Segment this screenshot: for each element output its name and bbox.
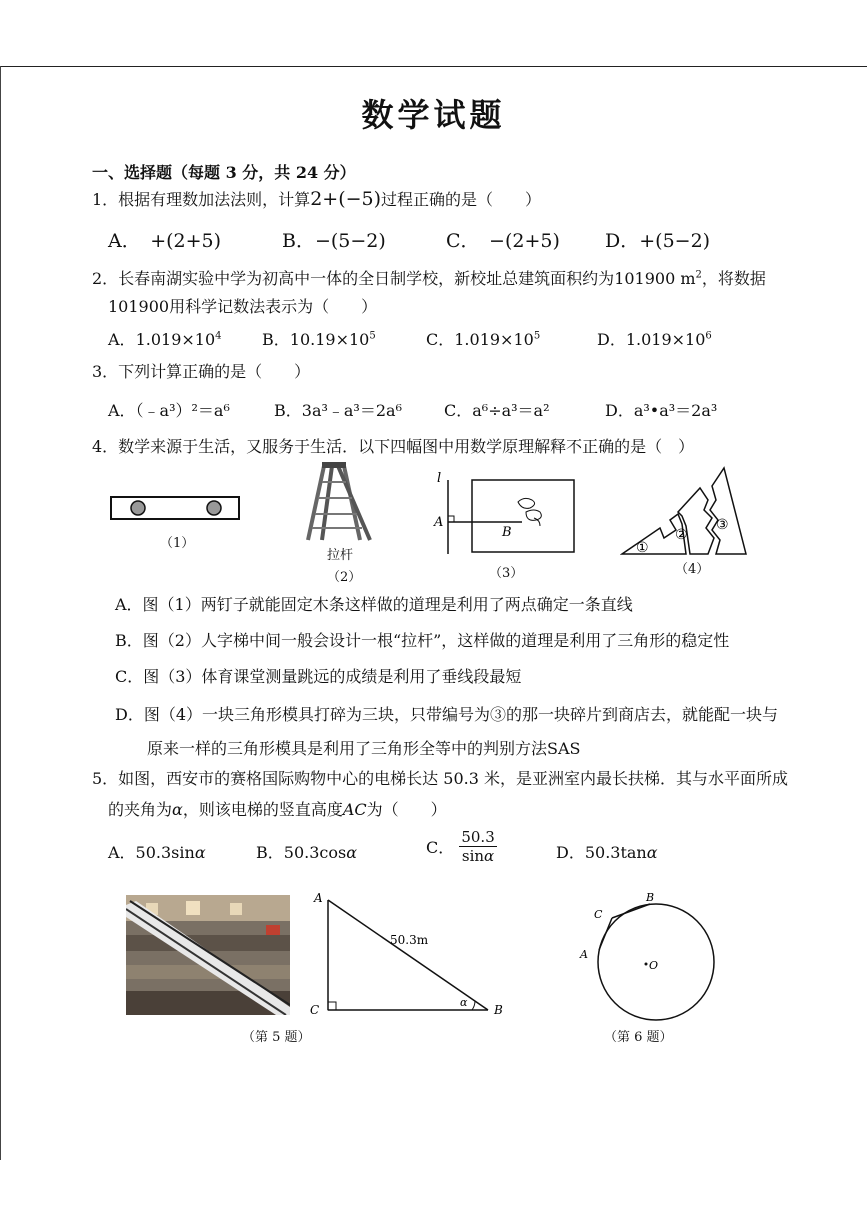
escalator-photo: [126, 895, 290, 1015]
q2-text-b: ，将数据: [701, 269, 766, 288]
figure-6-label-a: A: [580, 948, 588, 961]
figure-6-label-c: C: [594, 908, 603, 921]
q4-option-d: D．图（4）一块三角形模具打碎为三块，只带编号为③的那一块碎片到商店去，就能配一块与: [115, 705, 779, 724]
figure-5-angle-label: α: [460, 996, 468, 1009]
figure-2-label: 拉杆: [327, 548, 354, 563]
q1-stem-b: 过程正确的是（ ）: [381, 190, 542, 209]
q2-unit-exponent: 2: [695, 269, 702, 281]
figure-3-label-b: B: [502, 525, 512, 540]
q2-option-b: B．$10.19\times 10^5$: [262, 330, 376, 349]
q1-expression: 2+(−5): [310, 188, 382, 210]
q5-option-d: D．50.3tanα: [556, 843, 658, 862]
page-title: 数学试题: [361, 96, 506, 134]
alpha-symbol: α: [172, 800, 183, 819]
q5-option-b: B．50.3cosα: [256, 843, 358, 862]
figure-2-caption: （2）: [327, 570, 362, 585]
page-border-top: [0, 66, 867, 67]
q2-unit: m: [680, 269, 696, 288]
figure-1-bar: [108, 494, 242, 524]
q4-option-a: A．图（1）两钉子就能固定木条这样做的道理是利用了两点确定一条直线: [115, 595, 633, 614]
section-heading: 一、选择题（每题 3 分，共 24 分）: [92, 163, 356, 182]
figure-4-caption: （4）: [675, 562, 710, 577]
q5-line-1: 5．如图，西安市的赛格国际购物中心的电梯长达 50.3 米，是亚洲室内最长扶梯．其与水平面所成: [92, 769, 788, 788]
q3-stem: 3．下列计算正确的是（ ）: [92, 362, 311, 381]
figure-5-label-b: B: [494, 1003, 503, 1017]
q5-line-2: 的夹角为α，则该电梯的竖直高度AC为（ ）: [108, 800, 447, 819]
figure-5-caption: （第 5 题）: [242, 1030, 311, 1045]
q1-option-a: A． +(2+5): [108, 230, 222, 252]
figure-3-label-l: l: [437, 471, 442, 486]
q5-option-c: C． $\frac{50.3}{\sin\alpha}$: [426, 828, 495, 865]
figure-6-label-b: B: [646, 891, 655, 904]
figure-4-label-3: ③: [716, 517, 729, 533]
q2-text-a: 2．长春南湖实验中学为初高中一体的全日制学校，新校址总建筑面积约为: [92, 269, 615, 288]
figure-2-ladder: [300, 462, 380, 542]
q2-option-a: A．$1.019\times 10^4$: [108, 330, 222, 349]
q1-option-b: B．−(5−2): [282, 230, 386, 252]
q3-option-c: C．a⁶÷a³＝a²: [444, 401, 550, 420]
q3-option-d: D．a³•a³＝2a³: [605, 401, 718, 420]
figure-5-triangle: [306, 888, 516, 1022]
q1-option-d: D．+(5−2): [605, 230, 711, 252]
q5-option-c-fraction: $\frac{50.3}{\sin\alpha}$: [461, 828, 495, 865]
q1-option-c: C． −(2+5): [446, 230, 560, 252]
figure-1-caption: （1）: [160, 536, 195, 551]
q4-option-d-continued: 原来一样的三角形模具是利用了三角形全等中的判别方法SAS: [147, 739, 581, 758]
q3-option-a: A．（﹣a³）²＝a⁶: [108, 401, 230, 420]
question-1: [92, 187, 541, 210]
q4-option-c: C．图（3）体育课堂测量跳远的成绩是利用了垂线段最短: [115, 667, 522, 686]
figure-4-label-1: ①: [636, 540, 649, 556]
figure-5-label-a: A: [314, 891, 323, 905]
q3-option-b: B．3a³﹣a³＝2a⁶: [274, 401, 402, 420]
figure-4-label-2: ②: [675, 527, 688, 543]
q2-line-1: [92, 266, 766, 289]
q4-stem: 4．数学来源于生活，又服务于生活．以下四幅图中用数学原理解释不正确的是（ ）: [92, 437, 695, 456]
figure-5-label-c: C: [310, 1003, 320, 1017]
figure-3-caption: （3）: [489, 566, 524, 581]
figure-3-long-jump: [430, 466, 580, 556]
q5-option-a: A．50.3sinα: [108, 843, 206, 862]
q1-stem-a: 1．根据有理数加法法则，计算: [92, 190, 311, 209]
q2-line-2: 101900用科学记数法表示为（ ）: [108, 297, 378, 316]
q2-option-c: C．$1.019\times 10^5$: [426, 330, 541, 349]
figure-6-circle: [574, 888, 734, 1022]
page-border-left: [0, 66, 1, 1160]
figure-5-hypotenuse-label: 50.3m: [390, 933, 429, 947]
figure-3-label-a: A: [434, 515, 444, 530]
q4-option-b: B．图（2）人字梯中间一般会设计一根“拉杆”，这样做的道理是利用了三角形的稳定性: [115, 631, 730, 650]
figure-6-label-o: O: [649, 959, 659, 972]
q2-value: 101900: [614, 269, 676, 288]
figure-4-broken-triangle: [620, 466, 750, 560]
q2-option-d: D．$1.019\times 10^6$: [597, 330, 712, 349]
figure-6-caption: （第 6 题）: [604, 1030, 673, 1045]
segment-ac: AC: [342, 800, 367, 819]
